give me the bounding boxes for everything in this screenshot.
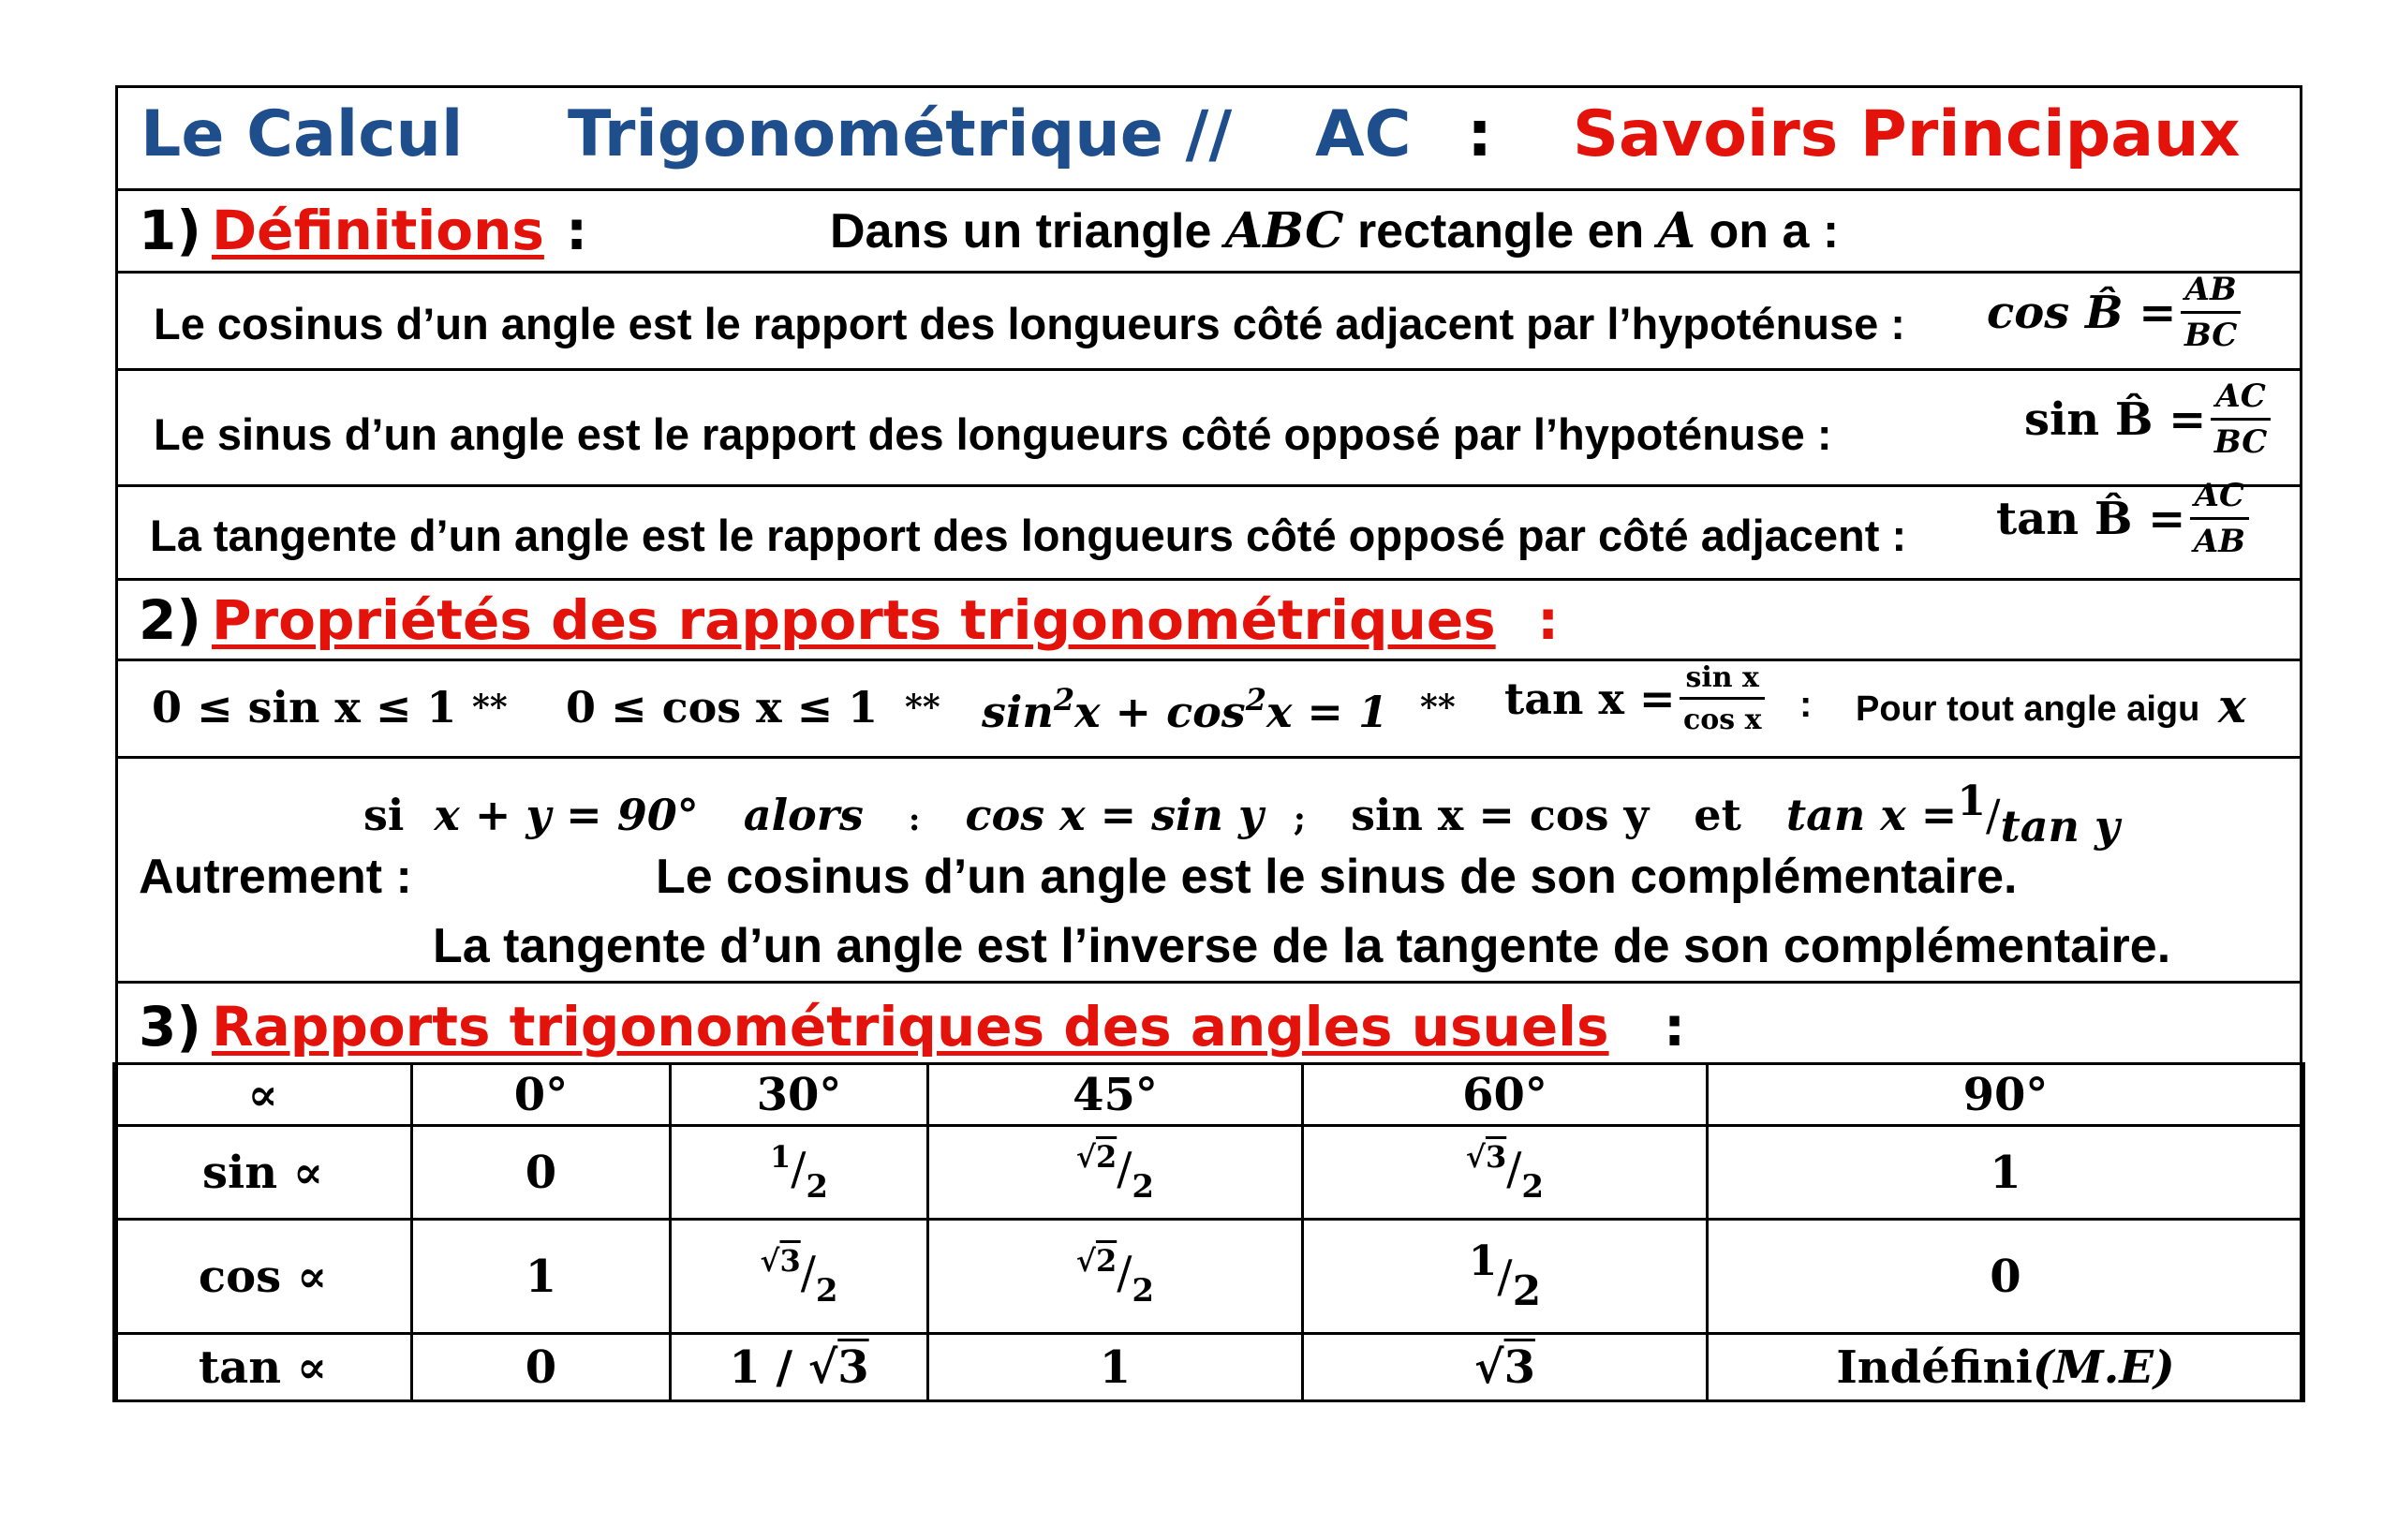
tan-definition-text: La tangente d’un angle est le rapport des longueurs côté opposé par côté adjacent : <box>150 511 1907 560</box>
tan-identity-fraction: $\frac{\text{sin x}}{\text{cos x}}$ <box>1680 663 1766 734</box>
tan-fraction: $\frac{AC}{AB}$ <box>2190 480 2249 558</box>
cos-inequality: 0 ≤ cos x ≤ 1 <box>566 682 879 733</box>
sin-definition-row <box>118 371 2300 487</box>
sin-0: 0 <box>412 1126 671 1220</box>
header-30-deg: 30° <box>671 1064 928 1126</box>
complementary-line-2: La tangente d’un angle est l’inverse de la tangente de son complémentaire. <box>433 919 2171 973</box>
sin-fraction: $\frac{AC}{BC}$ <box>2211 380 2271 459</box>
sin-row <box>114 1126 2304 1220</box>
header-60-deg: 60° <box>1303 1064 1708 1126</box>
sin-inequality: 0 ≤ sin x ≤ 1 <box>152 682 457 733</box>
separator-1: ** <box>472 688 508 727</box>
usual-angles-table <box>112 1062 2305 1402</box>
section1-colon: : <box>566 199 588 262</box>
tan-90: Indéfini(M.E) <box>1708 1334 2304 1401</box>
properties-row <box>118 661 2300 759</box>
cos-60: $^1/_2$ <box>1303 1220 1708 1334</box>
sin-45: $^{√2}/_2$ <box>928 1126 1303 1220</box>
sin-30: $^1/_2$ <box>671 1126 928 1220</box>
title-part2: Trigonométrique // <box>568 97 1233 171</box>
tan-45: 1 <box>928 1334 1303 1401</box>
section1-number: 1) <box>139 199 201 262</box>
section2-title: Propriétés des rapports trigonométriques <box>212 588 1496 652</box>
sin-60: $^{√3}/_2$ <box>1303 1126 1708 1220</box>
section3-header-row <box>118 984 2300 1068</box>
section1-header-row <box>118 191 2300 274</box>
complementary-formula: si x + y = 90° alors : cos x = sin y ; sin x = cos y et tan x =$^1$/tan y <box>363 777 2120 851</box>
cos-definition-row <box>118 271 2300 371</box>
tan-identity: tan x = $\frac{\text{sin x}}{\text{cos x}}$ <box>1504 663 1765 734</box>
separator-3: ** <box>1420 688 1456 727</box>
tan-60: √3 <box>1303 1334 1708 1401</box>
complementary-line-1: Le cosinus d’un angle est le sinus de son complémentaire. <box>656 850 2018 904</box>
cos-label: cos ∝ <box>114 1220 412 1334</box>
header-row <box>118 88 2300 191</box>
cos-90: 0 <box>1708 1220 2304 1334</box>
title-colon: : <box>1467 97 1493 171</box>
properties-colon: : <box>1799 684 1813 725</box>
sin-definition-text: Le sinus d’un angle est le rapport des longueurs côté opposé par l’hypoténuse : <box>154 409 1832 459</box>
section1-intro: Dans un triangle ABC rectangle en A on a : <box>830 202 1840 259</box>
pour-tout-angle-x: x <box>2218 678 2246 733</box>
header-45-deg: 45° <box>928 1064 1303 1126</box>
cos-fraction: $\frac{AB}{BC}$ <box>2181 274 2241 352</box>
header-0-deg: 0° <box>412 1064 671 1126</box>
sin-label: sin ∝ <box>114 1126 412 1220</box>
tan-formula: tan B̂ = $\frac{AC}{AB}$ <box>1996 480 2249 558</box>
section3-title: Rapports trigonométriques des angles usuels <box>212 995 1609 1059</box>
cos-formula: cos B̂ = $\frac{AB}{BC}$ <box>1987 274 2241 352</box>
cos-30: $^{√3}/_2$ <box>671 1220 928 1334</box>
section3-colon: : <box>1664 995 1686 1059</box>
cos-45: $^{√2}/_2$ <box>928 1220 1303 1334</box>
section1-title: Définitions <box>212 199 544 262</box>
tan-0: 0 <box>412 1334 671 1401</box>
tan-30: 1 / √3 <box>671 1334 928 1401</box>
cos-definition-text: Le cosinus d’un angle est le rapport des longueurs côté adjacent par l’hypoténuse : <box>154 299 1905 348</box>
autrement-label: Autrement : <box>139 850 412 904</box>
tan-label: tan ∝ <box>114 1334 412 1401</box>
section2-colon: : <box>1537 588 1560 652</box>
title-part1: Le Calcul <box>141 97 464 171</box>
section2-number: 2) <box>139 588 201 652</box>
complementary-row <box>118 759 2300 984</box>
header-alpha: ∝ <box>114 1064 412 1126</box>
section2-header-row <box>118 581 2300 661</box>
sin-formula: sin B̂ = $\frac{AC}{BC}$ <box>2024 380 2271 459</box>
tan-definition-row <box>118 477 2300 581</box>
section3-number: 3) <box>139 995 201 1059</box>
cos-0: 1 <box>412 1220 671 1334</box>
title-part3: AC <box>1315 97 1412 171</box>
separator-2: ** <box>905 688 940 727</box>
cos-row <box>114 1220 2304 1334</box>
pythagorean-identity: $\sin^2x + \cos^2x = 1$ <box>982 682 1388 737</box>
pour-tout-angle-text: Pour tout angle aigu <box>1856 689 2200 729</box>
sin-90: 1 <box>1708 1126 2304 1220</box>
header-90-deg: 90° <box>1708 1064 2304 1126</box>
tan-row <box>114 1334 2304 1401</box>
table-header-row <box>114 1064 2304 1126</box>
title-part4: Savoirs Principaux <box>1573 97 2241 171</box>
